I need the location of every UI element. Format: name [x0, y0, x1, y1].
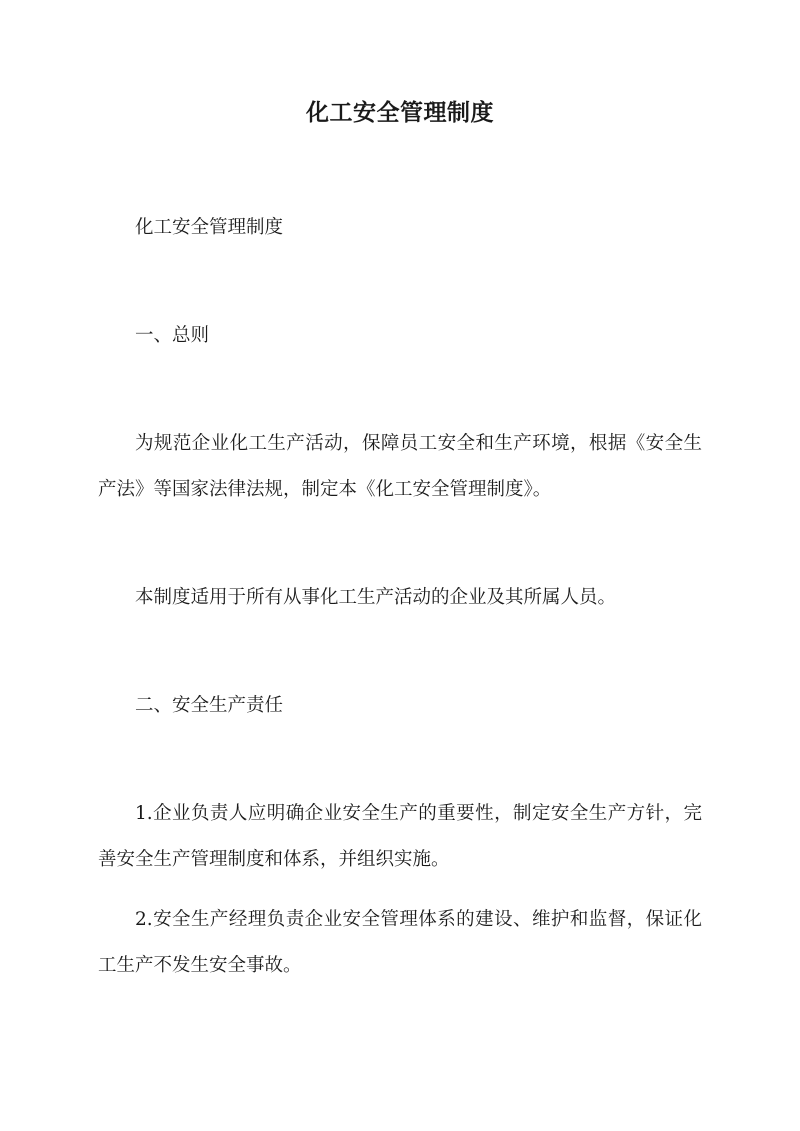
- section-heading-responsibility: 二、安全生产责任: [135, 695, 284, 716]
- paragraph-scope: 本制度适用于所有从事化工生产活动的企业及其所属人员。: [135, 587, 617, 608]
- list-item-responsibility-2: 2.安全生产经理负责企业安全管理体系的建设、维护和监督，保证化工生产不发生安全事故。: [98, 909, 702, 976]
- document-title: 化工安全管理制度: [306, 99, 494, 126]
- section-heading-general: 一、总则: [135, 325, 210, 346]
- list-item-responsibility-1: 1.企业负责人应明确企业安全生产的重要性，制定安全生产方针，完善安全生产管理制度和体系，并组织实施。: [98, 803, 702, 870]
- document-subtitle: 化工安全管理制度: [135, 217, 284, 238]
- paragraph-purpose: 为规范企业化工生产活动，保障员工安全和生产环境，根据《安全生产法》等国家法律法规，制定本《化工安全管理制度》。: [98, 433, 702, 500]
